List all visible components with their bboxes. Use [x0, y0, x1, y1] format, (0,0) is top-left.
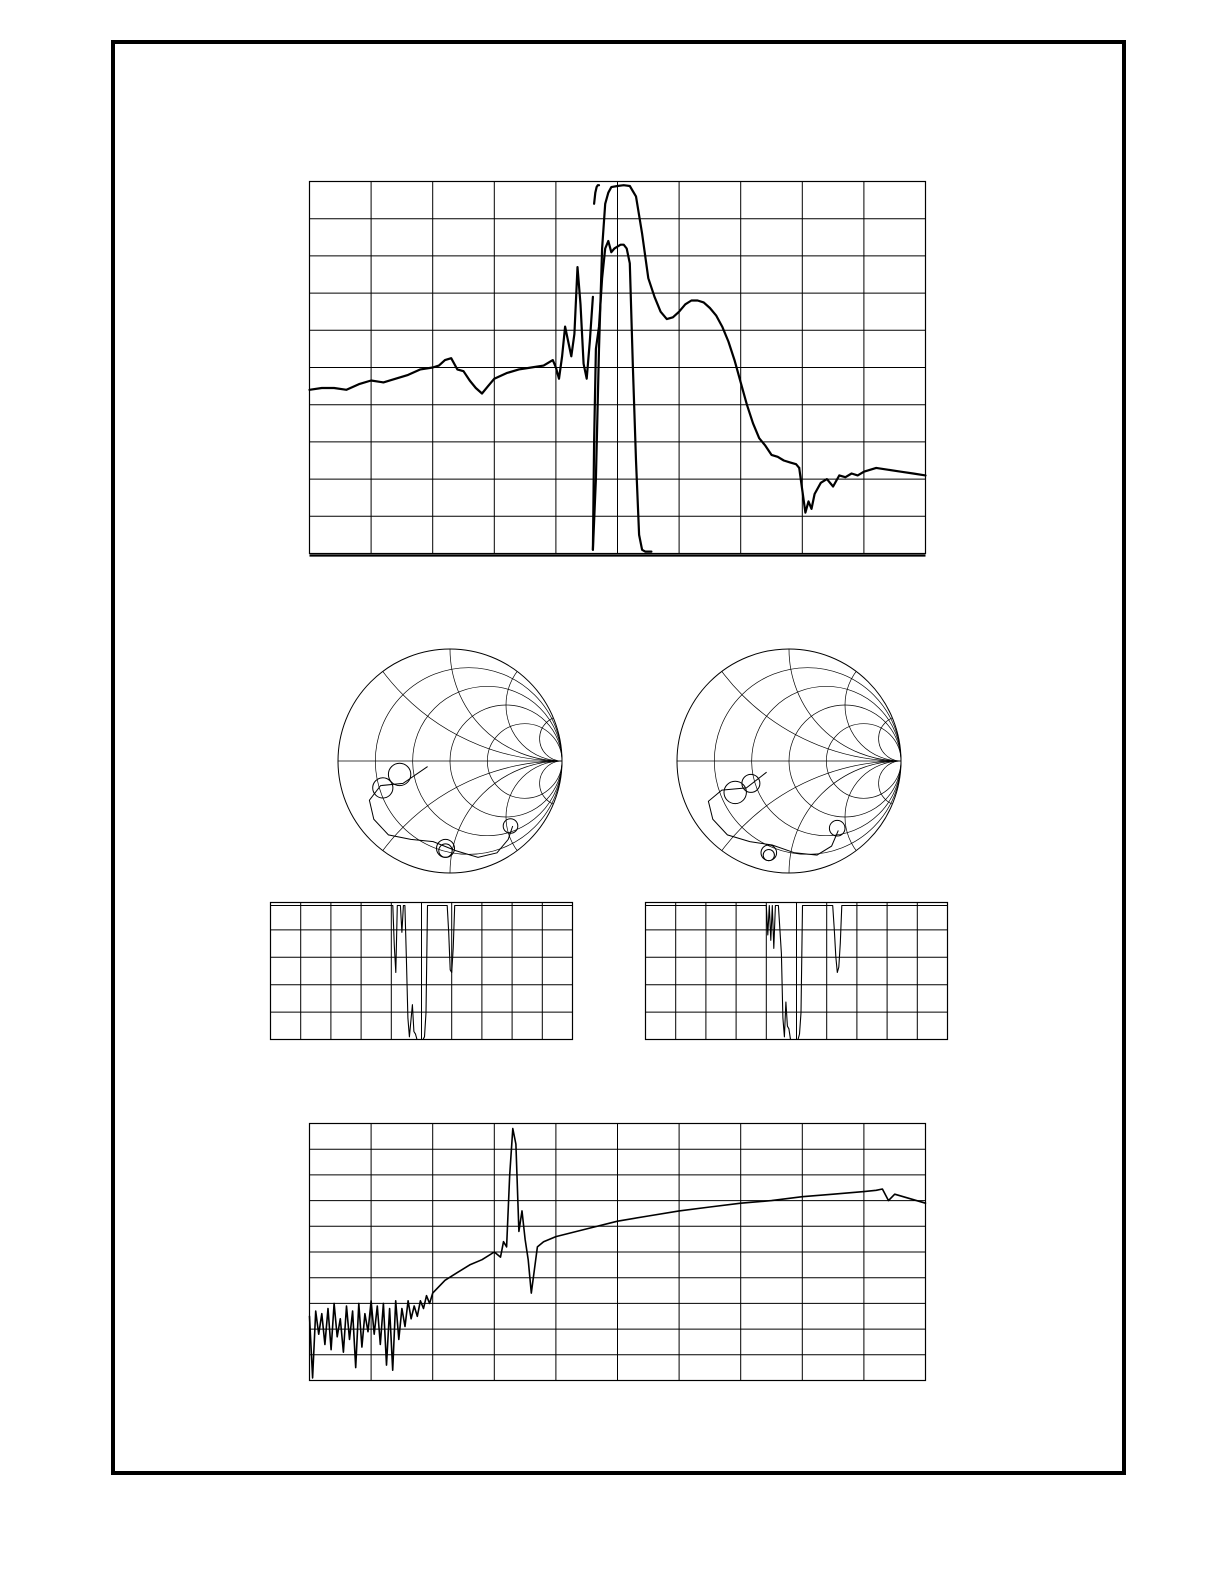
smith-trace-left [369, 763, 517, 857]
smith-chart-left [337, 648, 563, 874]
smith-locus-small-loop-lower [373, 778, 393, 798]
smith-chart-right [676, 648, 902, 874]
smith-locus-small-loop-upper [742, 774, 760, 792]
series-line-upper-shoulder [594, 185, 599, 204]
return-loss-plot-left [270, 902, 574, 1042]
return-loss-plot-right [645, 902, 949, 1042]
return-loss-grid-right [646, 903, 948, 1040]
smith-impedance-trace [369, 767, 512, 858]
wideband-response-plot [309, 1123, 926, 1385]
smith-locus-bottom-loop-inner [763, 850, 774, 861]
series-line-passband-lower [593, 241, 652, 552]
filter-response-plot [309, 181, 926, 558]
series-line-stopband-right [799, 468, 925, 513]
filter-response-grid [310, 182, 926, 556]
smith-locus-bottom-loop-inner [439, 844, 452, 857]
return-loss-grid-left [271, 903, 573, 1040]
smith-locus-small-loop-lower [724, 781, 746, 803]
wideband-response-grid [310, 1124, 926, 1381]
